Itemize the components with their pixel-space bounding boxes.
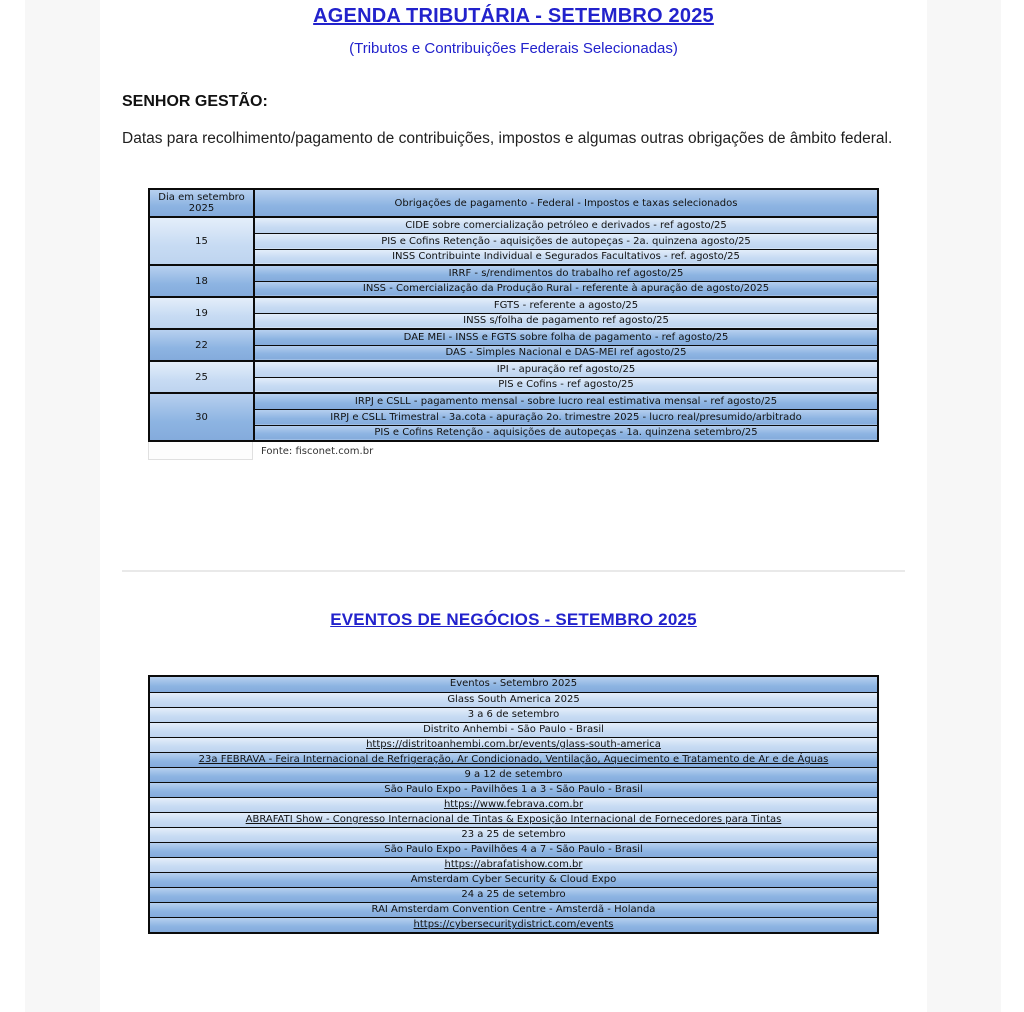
tax-table-source-spacer — [148, 442, 253, 460]
tax-table-obligation-cell: INSS - Comercialização da Produção Rural - referente à apuração de agosto/2025 — [254, 281, 878, 297]
tax-table-day-cell: 18 — [149, 265, 254, 297]
page-title[interactable]: AGENDA TRIBUTÁRIA - SETEMBRO 2025 — [313, 5, 714, 27]
tax-table-row — [149, 217, 878, 233]
event-link-text[interactable]: ABRAFATI Show - Congresso Internacional de Tintas & Exposição Internacional de Fornecedores para Tintas — [245, 814, 782, 825]
tax-table-obligation-cell: IPI - apuração ref agosto/25 — [254, 361, 878, 377]
tax-table-obligation-cell: PIS e Cofins Retenção - aquisições de autopeças - 2a. quinzena agosto/25 — [254, 233, 878, 249]
event-link-row[interactable] — [150, 737, 877, 752]
tax-table-obligation-cell: IRPJ e CSLL - pagamento mensal - sobre lucro real estimativa mensal - ref agosto/25 — [254, 393, 878, 409]
tax-table-source-row — [148, 442, 879, 460]
event-link-row[interactable] — [150, 752, 877, 767]
tax-table-obligation-cell: INSS s/folha de pagamento ref agosto/25 — [254, 313, 878, 329]
tax-table-obligation-cell: PIS e Cofins Retenção - aquisições de autopeças - 1a. quinzena setembro/25 — [254, 425, 878, 441]
event-row-text: Distrito Anhembi - São Paulo - Brasil — [423, 724, 604, 735]
event-row-text: São Paulo Expo - Pavilhões 1 a 3 - São Paulo - Brasil — [384, 784, 643, 795]
tax-table-row — [149, 297, 878, 313]
tax-table-obligation-cell: DAE MEI - INSS e FGTS sobre folha de pagamento - ref agosto/25 — [254, 329, 878, 345]
event-info-row — [150, 722, 877, 737]
tax-table-section — [148, 188, 879, 460]
tax-table-day-cell: 22 — [149, 329, 254, 361]
email-content-card — [100, 0, 927, 1012]
event-row-text: 3 a 6 de setembro — [467, 709, 560, 720]
event-link-row[interactable] — [150, 812, 877, 827]
tax-table-row — [149, 409, 878, 425]
event-info-row — [150, 872, 877, 887]
tax-table-day-header: Dia em setembro 2025 — [149, 189, 254, 217]
event-link-text[interactable]: https://www.febrava.com.br — [443, 799, 584, 810]
tax-table-body — [149, 217, 878, 441]
event-link-text[interactable]: https://cybersecuritydistrict.com/events — [413, 919, 614, 930]
tax-table-row — [149, 345, 878, 361]
tax-table-row — [149, 393, 878, 409]
tax-table — [148, 188, 879, 442]
tax-table-obligation-cell: IRRF - s/rendimentos do trabalho ref agosto/25 — [254, 265, 878, 281]
tax-table-obligation-cell: FGTS - referente a agosto/25 — [254, 297, 878, 313]
tax-table-row — [149, 329, 878, 345]
event-link-row[interactable] — [150, 797, 877, 812]
events-table-title-row — [150, 677, 877, 692]
tax-table-row — [149, 249, 878, 265]
event-link-text[interactable]: 23a FEBRAVA - Feira Internacional de Refrigeração, Ar Condicionado, Ventilação, Aquecimento e Tratamento de Ar e de Águas — [198, 754, 829, 765]
intro-text: Datas para recolhimento/pagamento de contribuições, impostos e algumas outras obrigações de âmbito federal. — [122, 130, 893, 147]
tax-table-day-cell: 15 — [149, 217, 254, 265]
left-edge-strip — [0, 0, 25, 1012]
event-info-row — [150, 887, 877, 902]
tax-table-row — [149, 313, 878, 329]
event-info-row — [150, 842, 877, 857]
event-row-text: Glass South America 2025 — [447, 694, 580, 705]
event-row-text: 24 a 25 de setembro — [461, 889, 566, 900]
tax-table-day-cell: 19 — [149, 297, 254, 329]
intro-label: SENHOR GESTÃO: — [122, 93, 268, 110]
page-subtitle: (Tributos e Contribuições Federais Selecionadas) — [349, 40, 678, 57]
events-table — [148, 675, 879, 934]
tax-table-obligation-cell: DAS - Simples Nacional e DAS-MEI ref agosto/25 — [254, 345, 878, 361]
tax-table-day-cell: 30 — [149, 393, 254, 441]
event-row-text: 23 a 25 de setembro — [461, 829, 566, 840]
event-info-row — [150, 767, 877, 782]
tax-table-row — [149, 233, 878, 249]
tax-table-day-cell: 25 — [149, 361, 254, 393]
event-row-text: 9 a 12 de setembro — [464, 769, 563, 780]
event-info-row — [150, 782, 877, 797]
tax-table-obligations-header: Obrigações de pagamento - Federal - Impostos e taxas selecionados — [254, 189, 878, 217]
event-info-row — [150, 692, 877, 707]
event-row-text: São Paulo Expo - Pavilhões 4 a 7 - São Paulo - Brasil — [384, 844, 643, 855]
tax-table-row — [149, 361, 878, 377]
tax-table-row — [149, 281, 878, 297]
tax-table-obligation-cell: PIS e Cofins - ref agosto/25 — [254, 377, 878, 393]
intro-section — [122, 93, 905, 154]
event-row-text: RAI Amsterdam Convention Centre - Amsterdã - Holanda — [371, 904, 656, 915]
event-link-row[interactable] — [150, 857, 877, 872]
event-link-text[interactable]: https://distritoanhembi.com.br/events/glass-south-america — [366, 739, 661, 750]
event-link-row[interactable] — [150, 917, 877, 932]
event-link-text[interactable]: https://abrafatishow.com.br — [444, 859, 583, 870]
tax-table-header-row — [149, 189, 878, 217]
event-info-row — [150, 707, 877, 722]
tax-table-obligation-cell: INSS Contribuinte Individual e Segurados Facultativos - ref. agosto/25 — [254, 249, 878, 265]
tax-table-row — [149, 425, 878, 441]
event-row-text: Amsterdam Cyber Security & Cloud Expo — [410, 874, 617, 885]
section-divider — [122, 570, 905, 572]
tax-table-row — [149, 377, 878, 393]
right-edge-strip — [1001, 0, 1024, 1012]
event-info-row — [150, 902, 877, 917]
tax-table-obligation-cell: CIDE sobre comercialização petróleo e derivados - ref agosto/25 — [254, 217, 878, 233]
tax-table-row — [149, 265, 878, 281]
tax-table-obligation-cell: IRPJ e CSLL Trimestral - 3a.cota - apuração 2o. trimestre 2025 - lucro real/presumido/arbitrado — [254, 409, 878, 425]
event-row-text: Eventos - Setembro 2025 — [449, 678, 578, 689]
event-info-row — [150, 827, 877, 842]
events-heading[interactable]: EVENTOS DE NEGÓCIOS - SETEMBRO 2025 — [330, 610, 697, 629]
tax-table-source: Fonte: fisconet.com.br — [261, 445, 374, 457]
